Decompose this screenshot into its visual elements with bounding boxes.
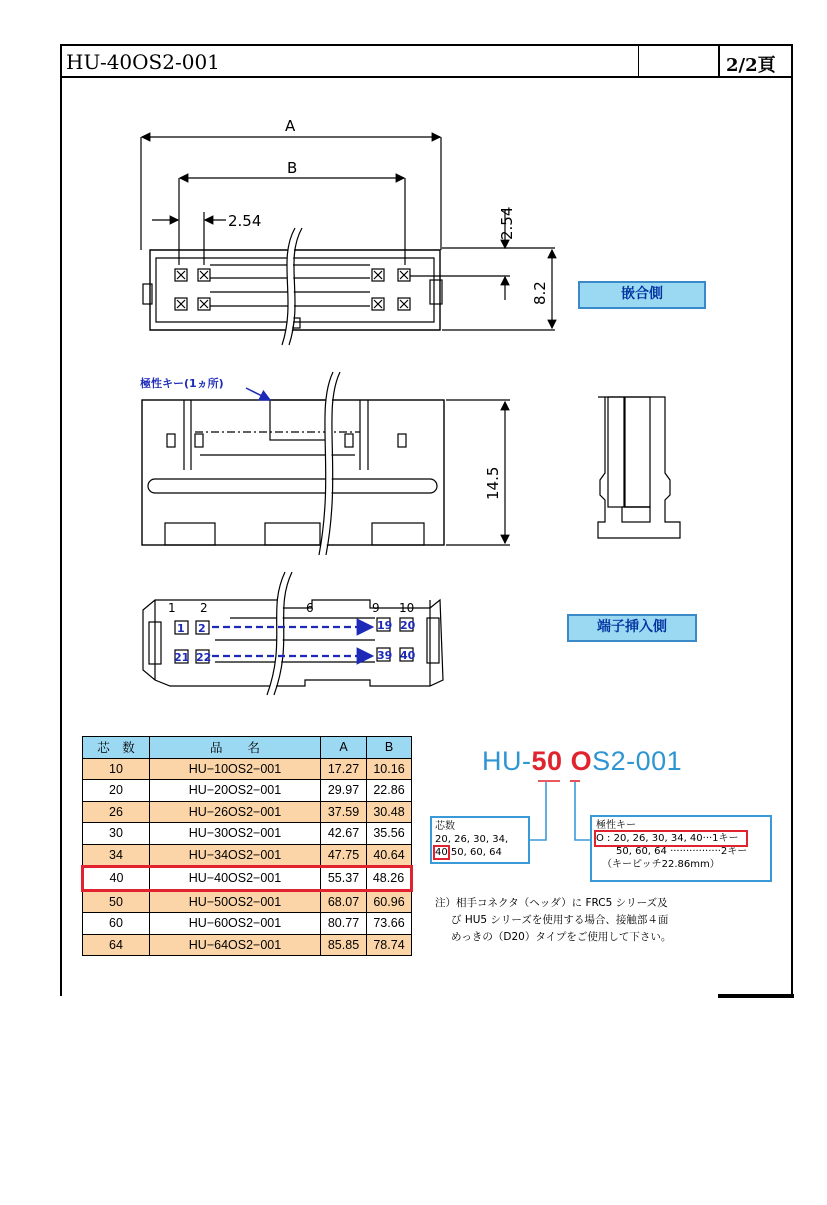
- part-number-code: [482, 746, 682, 777]
- cell-a: 47.75: [321, 844, 367, 867]
- cores-legend-title: 芯数: [435, 821, 455, 832]
- dim-pitch-vertical-label: 2.54: [498, 206, 516, 240]
- cell-a: 55.37: [321, 867, 367, 891]
- cores-legend: [430, 816, 530, 864]
- cell-b: 22.86: [367, 780, 412, 802]
- pin-box-label: 21: [174, 651, 190, 664]
- pin-number-top: 2: [200, 601, 208, 615]
- cell-name: HU−26OS2−001: [150, 801, 321, 823]
- pin-number-top: 9: [372, 601, 380, 615]
- cores-legend-line: 20, 26, 30, 34,: [435, 834, 509, 845]
- table-row: [83, 801, 412, 823]
- col-header-name: 品 名: [150, 737, 321, 759]
- cell-cores: 26: [83, 801, 150, 823]
- pin-box-label: 40: [400, 649, 416, 662]
- pin-box-label: 20: [400, 619, 416, 632]
- cell-name: HU−50OS2−001: [150, 890, 321, 913]
- cell-b: 40.64: [367, 844, 412, 867]
- mating-side-label: 嵌合側: [578, 281, 706, 309]
- cell-cores: 34: [83, 844, 150, 867]
- top-view: [141, 137, 555, 345]
- cell-b: 73.66: [367, 913, 412, 935]
- cell-name: HU−40OS2−001: [150, 867, 321, 891]
- cell-a: 80.77: [321, 913, 367, 935]
- dim-pitch-label: 2.54: [228, 212, 262, 230]
- cell-a: 68.07: [321, 890, 367, 913]
- table-row: [83, 780, 412, 802]
- cell-b: 60.96: [367, 890, 412, 913]
- key-legend-selected: O : 20, 26, 30, 34, 40···1キー: [596, 832, 746, 845]
- cell-a: 42.67: [321, 823, 367, 845]
- pn-suffix: S2-001: [592, 746, 683, 776]
- polarity-key-label: 極性キー(1ヵ所): [140, 377, 224, 390]
- key-legend-title: 極性キー: [596, 820, 636, 831]
- cell-cores: 50: [83, 890, 150, 913]
- side-view: [598, 397, 680, 538]
- cell-name: HU−34OS2−001: [150, 844, 321, 867]
- table-row: [83, 758, 412, 780]
- document-title: HU-40OS2-001: [66, 50, 220, 74]
- table-row: [83, 913, 412, 935]
- pin-number-top: 6: [306, 601, 314, 615]
- cell-a: 85.85: [321, 934, 367, 956]
- cell-b: 30.48: [367, 801, 412, 823]
- table-row: [83, 934, 412, 956]
- cell-cores: 20: [83, 780, 150, 802]
- dim-height-label: 8.2: [531, 281, 549, 305]
- cell-b: 35.56: [367, 823, 412, 845]
- key-legend-line: （キーピッチ22.86mm）: [602, 859, 720, 870]
- note-line: 注）相手コネクタ（ヘッダ）に FRC5 シリーズ及: [435, 897, 668, 909]
- cell-cores: 40: [83, 867, 150, 891]
- cell-b: 10.16: [367, 758, 412, 780]
- table-row: [83, 823, 412, 845]
- cores-legend-selected: 40: [435, 847, 448, 858]
- note-line: めっきの（D20）タイプをご使用して下さい。: [451, 931, 672, 943]
- pn-key: O: [570, 746, 593, 776]
- cell-name: HU−10OS2−001: [150, 758, 321, 780]
- pin-box-label: 22: [196, 651, 212, 664]
- table-row-selected: [83, 867, 412, 891]
- pin-box-label: 1: [177, 622, 185, 635]
- pn-prefix: HU-: [482, 746, 532, 776]
- dim-side-label: 14.5: [484, 466, 502, 500]
- dim-a-label: A: [285, 117, 296, 135]
- col-header-cores: 芯 数: [83, 737, 150, 759]
- dim-b-label: B: [287, 159, 298, 177]
- insertion-side-label: 端子挿入側: [567, 614, 697, 642]
- note-text: [435, 895, 715, 946]
- cell-a: 37.59: [321, 801, 367, 823]
- pin-number-top: 1: [168, 601, 176, 615]
- key-legend: [590, 815, 772, 882]
- cell-cores: 10: [83, 758, 150, 780]
- cell-cores: 64: [83, 934, 150, 956]
- table-row: [83, 890, 412, 913]
- pn-gap: [563, 746, 571, 776]
- note-line: び HU5 シリーズを使用する場合、接触部４面: [451, 914, 669, 926]
- front-view: [142, 372, 510, 555]
- key-legend-line: 50, 60, 64 ················2キー: [616, 846, 748, 857]
- col-header-b: B: [367, 737, 412, 759]
- cell-cores: 30: [83, 823, 150, 845]
- cell-b: 78.74: [367, 934, 412, 956]
- col-header-a: A: [321, 737, 367, 759]
- pin-number-top: 10: [399, 601, 415, 615]
- cell-cores: 60: [83, 913, 150, 935]
- pn-cores: 50: [531, 746, 563, 776]
- cores-legend-line: 50, 60, 64: [447, 847, 502, 858]
- cell-name: HU−30OS2−001: [150, 823, 321, 845]
- cell-a: 17.27: [321, 758, 367, 780]
- bottom-view: [143, 572, 443, 695]
- cell-name: HU−64OS2−001: [150, 934, 321, 956]
- cell-name: HU−60OS2−001: [150, 913, 321, 935]
- pin-box-label: 39: [377, 649, 393, 662]
- table-row: [83, 844, 412, 867]
- cell-b: 48.26: [367, 867, 412, 891]
- page-number: 2/2頁: [726, 55, 776, 76]
- dimension-table: [81, 736, 413, 956]
- pin-box-label: 19: [377, 619, 393, 632]
- cell-a: 29.97: [321, 780, 367, 802]
- cell-name: HU−20OS2−001: [150, 780, 321, 802]
- pin-box-label: 2: [198, 622, 206, 635]
